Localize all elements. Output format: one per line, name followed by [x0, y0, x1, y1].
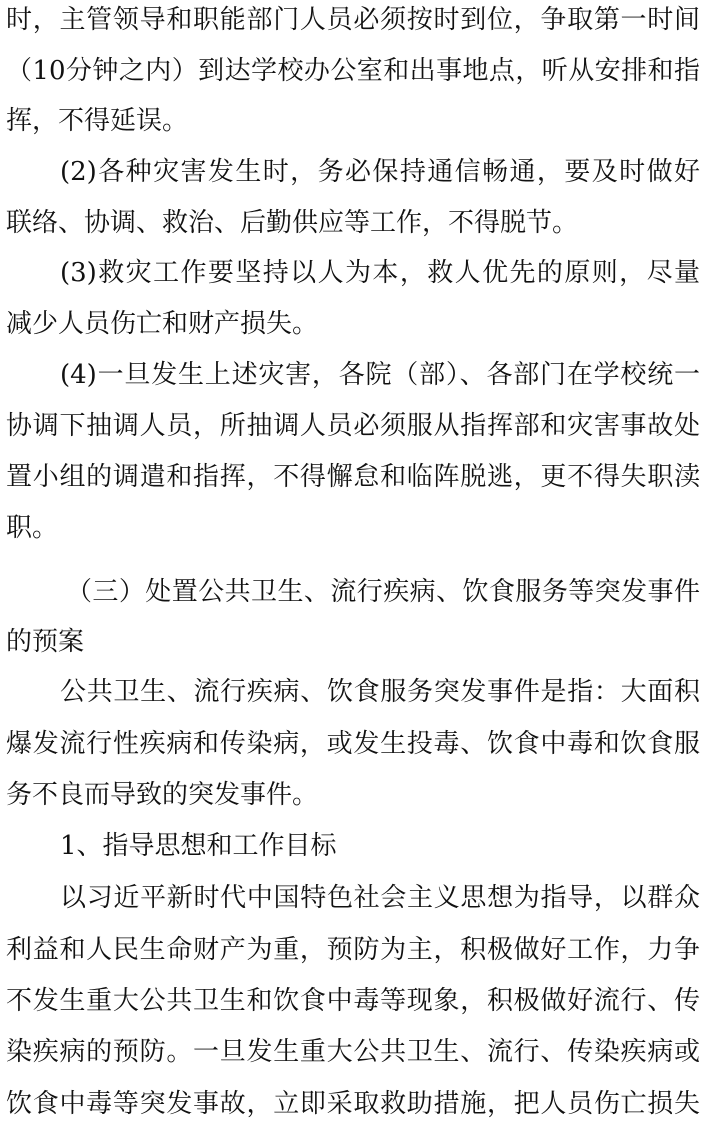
text-line: 染疾病的预防。一旦发生重大公共卫生、流行、传染疾病或 [6, 1037, 700, 1067]
text-line: (2)各种灾害发生时，务必保持通信畅通，要及时做好 [60, 157, 700, 187]
text-line: 置小组的调遣和指挥，不得懈怠和临阵脱逃，更不得失职渎 [6, 462, 700, 492]
text-line: (3)救灾工作要坚持以人为本，救人优先的原则，尽量 [60, 258, 700, 288]
text-line: 不发生重大公共卫生和饮食中毒等现象，积极做好流行、传 [6, 986, 700, 1016]
text-line: 爆发流行性疾病和传染病，或发生投毒、饮食中毒和饮食服 [6, 729, 700, 759]
text-line: 协调下抽调人员，所抽调人员必须服从指挥部和灾害事故处 [6, 411, 700, 441]
section-heading: （三）处置公共卫生、流行疾病、饮食服务等突发事件 [66, 577, 700, 607]
text-line: （10分钟之内）到达学校办公室和出事地点，听从安排和指 [6, 56, 700, 86]
section-heading: 的预案 [6, 627, 85, 657]
text-line: 职。 [6, 513, 59, 543]
text-line: (4)一旦发生上述灾害，各院（部）、各部门在学校统一 [60, 360, 700, 390]
text-line: 务不良而导致的突发事件。 [6, 780, 319, 810]
text-line: 以习近平新时代中国特色社会主义思想为指导，以群众 [60, 883, 700, 913]
text-line: 利益和人民生命财产为重，预防为主，积极做好工作，力争 [6, 935, 700, 965]
text-line: 饮食中毒等突发事故，立即采取救助措施，把人员伤亡损失 [6, 1089, 700, 1119]
text-line: 减少人员伤亡和财产损失。 [6, 309, 319, 339]
text-line: 挥，不得延误。 [6, 106, 189, 136]
subsection-heading: 1、指导思想和工作目标 [60, 831, 337, 861]
text-line: 公共卫生、流行疾病、饮食服务突发事件是指：大面积 [60, 677, 700, 707]
text-line: 联络、协调、救治、后勤供应等工作，不得脱节。 [6, 208, 579, 238]
text-line: 时，主管领导和职能部门人员必须按时到位，争取第一时间 [6, 5, 700, 35]
